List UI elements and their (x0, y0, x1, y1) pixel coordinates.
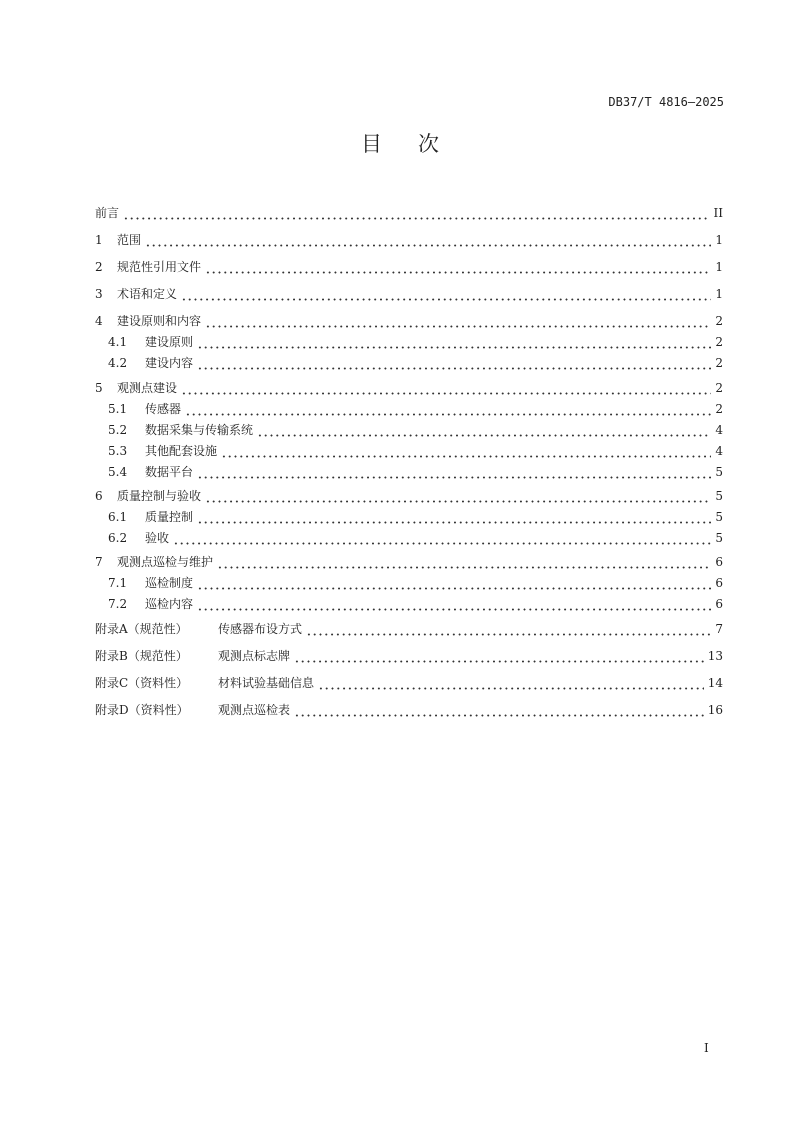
toc-entry-page: 16 (707, 703, 723, 717)
toc-entry-page: 2 (715, 381, 723, 395)
toc-entry-number: 附录D（资料性） (95, 703, 189, 717)
dot-leader (294, 648, 704, 664)
toc-entry-title: 传感器布设方式 (218, 622, 303, 636)
toc-entry[interactable] (95, 702, 723, 718)
dot-leader (197, 509, 711, 525)
toc-entry-number: 附录C（资料性） (95, 676, 189, 690)
toc-entry-title: 术语和定义 (117, 287, 178, 301)
toc-entry-number: 7.1 (108, 576, 128, 590)
dot-leader (205, 488, 711, 504)
toc-entry-title: 巡检制度 (145, 576, 194, 590)
toc-entry[interactable] (95, 554, 723, 570)
toc-entry-page: 2 (715, 356, 723, 370)
dot-leader (217, 554, 711, 570)
document-id: DB37/T 4816—2025 (608, 95, 724, 109)
dot-leader (221, 443, 711, 459)
toc-entry[interactable] (108, 422, 723, 438)
dot-leader (197, 596, 711, 612)
toc-entry[interactable] (108, 596, 723, 612)
toc-entry[interactable] (108, 355, 723, 371)
toc-entry[interactable] (108, 334, 723, 350)
toc-entry-page: 6 (715, 555, 723, 569)
toc-entry-title: 建设原则 (145, 335, 194, 349)
toc-entry-title: 传感器 (145, 402, 182, 416)
toc-entry-title: 验收 (145, 531, 170, 545)
toc-entry[interactable] (95, 259, 723, 275)
toc-entry-title: 质量控制与验收 (117, 489, 202, 503)
toc-entry-title: 建设内容 (145, 356, 194, 370)
toc-entry-page: 7 (715, 622, 723, 636)
toc-entry-number: 5 (95, 381, 103, 395)
toc-entry-page: 6 (715, 576, 723, 590)
toc-entry-number: 6 (95, 489, 103, 503)
toc-entry-page: 5 (715, 510, 723, 524)
toc-entry-title: 前言 (95, 206, 120, 220)
dot-leader (294, 702, 704, 718)
toc-entry-number: 1 (95, 233, 103, 247)
dot-leader (318, 675, 704, 691)
toc-entry-number: 3 (95, 287, 103, 301)
toc-entry-page: II (713, 206, 723, 220)
dot-leader (123, 205, 710, 221)
toc-entry-number: 6.2 (108, 531, 128, 545)
toc-entry-title: 数据采集与传输系统 (145, 423, 254, 437)
toc-entry-title: 其他配套设施 (145, 444, 218, 458)
toc-entry-number: 7 (95, 555, 103, 569)
toc-entry-number: 7.2 (108, 597, 128, 611)
toc-entry-page: 5 (715, 465, 723, 479)
dot-leader (181, 286, 711, 302)
dot-leader (306, 621, 711, 637)
dot-leader (197, 575, 711, 591)
toc-entry-page: 1 (715, 233, 723, 247)
toc-entry-number: 附录A（规范性） (95, 622, 188, 636)
toc-entry[interactable] (95, 380, 723, 396)
toc-entry-page: 4 (715, 444, 723, 458)
page-title (0, 128, 800, 158)
toc-entry-page: 2 (715, 314, 723, 328)
dot-leader (197, 334, 711, 350)
toc-entry-page: 5 (715, 489, 723, 503)
toc-entry-page: 1 (715, 287, 723, 301)
toc-entry[interactable] (108, 401, 723, 417)
toc-entry-page: 4 (715, 423, 723, 437)
dot-leader (257, 422, 711, 438)
toc-entry[interactable] (95, 675, 723, 691)
dot-leader (205, 259, 711, 275)
dot-leader (185, 401, 711, 417)
toc-entry-title: 规范性引用文件 (117, 260, 202, 274)
dot-leader (181, 380, 711, 396)
toc-entry[interactable] (108, 443, 723, 459)
title-char: 目 (361, 132, 382, 156)
toc-entry[interactable] (95, 488, 723, 504)
toc-entry-number: 5.3 (108, 444, 128, 458)
toc-entry-title: 范围 (117, 233, 142, 247)
toc-entry-title: 观测点建设 (117, 381, 178, 395)
toc-entry[interactable] (95, 621, 723, 637)
dot-leader (197, 355, 711, 371)
toc-entry-number: 5.2 (108, 423, 128, 437)
toc-entry-page: 6 (715, 597, 723, 611)
toc-entry-title: 观测点巡检与维护 (117, 555, 214, 569)
toc-entry-page: 13 (707, 649, 723, 663)
toc-entry-page: 14 (707, 676, 723, 690)
toc-entry[interactable] (108, 575, 723, 591)
toc-entry-number: 4 (95, 314, 103, 328)
toc-entry-title: 观测点巡检表 (218, 703, 291, 717)
dot-leader (173, 530, 711, 546)
toc-entry-page: 1 (715, 260, 723, 274)
toc-entry[interactable] (108, 530, 723, 546)
toc-entry[interactable] (95, 286, 723, 302)
toc-entry[interactable] (95, 232, 723, 248)
toc-entry-number: 2 (95, 260, 103, 274)
dot-leader (205, 313, 711, 329)
toc-entry[interactable] (95, 205, 723, 221)
toc-entry-number: 6.1 (108, 510, 128, 524)
toc-entry[interactable] (108, 464, 723, 480)
dot-leader (197, 464, 711, 480)
toc-entry-title: 观测点标志牌 (218, 649, 291, 663)
toc-entry-page: 2 (715, 335, 723, 349)
toc-entry[interactable] (95, 313, 723, 329)
toc-entry[interactable] (108, 509, 723, 525)
toc-entry-title: 质量控制 (145, 510, 194, 524)
toc-entry-number: 4.2 (108, 356, 128, 370)
toc-entry-number: 附录B（规范性） (95, 649, 188, 663)
toc-entry-page: 2 (715, 402, 723, 416)
page-number: I (704, 1041, 709, 1055)
title-char: 次 (418, 132, 439, 156)
toc-entry-title: 材料试验基础信息 (218, 676, 315, 690)
dot-leader (145, 232, 711, 248)
toc-entry-page: 5 (715, 531, 723, 545)
toc-entry-title: 巡检内容 (145, 597, 194, 611)
toc-entry-number: 5.4 (108, 465, 128, 479)
toc-entry-title: 数据平台 (145, 465, 194, 479)
toc-entry-number: 4.1 (108, 335, 128, 349)
toc-entry[interactable] (95, 648, 723, 664)
toc-entry-title: 建设原则和内容 (117, 314, 202, 328)
toc-entry-number: 5.1 (108, 402, 128, 416)
